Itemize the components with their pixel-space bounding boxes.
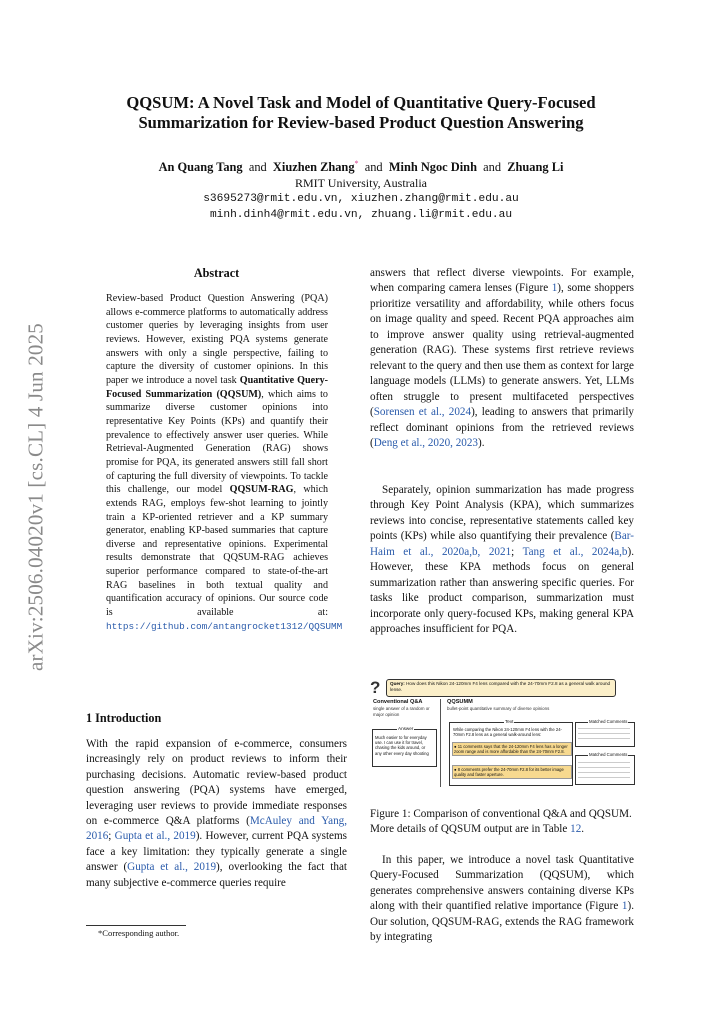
author-3: Minh Ngoc Dinh xyxy=(388,160,477,175)
citation-link[interactable]: Gupta et al., 2019 xyxy=(127,861,217,874)
emails-line-2: minh.dinh4@rmit.edu.vn, zhuang.li@rmit.edu.au xyxy=(209,209,513,222)
conventional-qa-subtitle: single answer of a random or major opinion xyxy=(373,706,430,717)
matched-comments-box-2 xyxy=(575,752,635,785)
footnote: *Corresponding author. xyxy=(98,928,180,938)
author-names: An Quang Tang and Xiuzhen Zhang* and Minh Ngoc Dinh and Zhuang Li xyxy=(158,159,564,175)
intro-heading: 1 Introduction xyxy=(86,711,162,725)
title-line-1: QQSUM: A Novel Task and Model of Quantitative Query-Focused xyxy=(126,93,596,112)
qqsum-text-box xyxy=(449,719,573,786)
comment-line xyxy=(578,767,630,768)
figure-query-box: Query: How does this Nikon 24-120mm F4 lens compared with the 24-70mm F2.8 as a general walk around lense. xyxy=(386,679,616,697)
text-intro: While comparing the Nikon 24-120mm F4 lens with the 24-70mm F2.8 lens as a general walk-around lens: xyxy=(453,727,562,738)
matched-comments-box-1 xyxy=(575,719,635,747)
answer-text: Much easier to for everyday use. I can use it for travel, chasing the kids around, or any other every day shooting xyxy=(375,735,429,756)
paragraph: In this paper, we introduce a novel task Quantitative Query-Focused Summarization (QQSUM), which generates comprehensive answers containing diverse KPs along with their quantified relative importance (Figure 1). Our solution, QQSUM-RAG, extends the RAG framework by integrating xyxy=(370,854,634,944)
author-block xyxy=(86,156,636,223)
comment-line xyxy=(578,738,630,739)
author-4: Zhuang Li xyxy=(507,160,564,175)
author-2: Xiuzhen Zhang xyxy=(272,160,355,175)
answer-box xyxy=(372,726,437,767)
citation-link[interactable]: McAuley and Yang, 2016 xyxy=(86,815,347,843)
answer-label: Answer xyxy=(398,726,414,731)
comment-line xyxy=(578,777,630,778)
title-line-2: Summarization for Review-based Product Question Answering xyxy=(138,113,584,132)
figure-caption: Figure 1: Comparison of conventional Q&A and QQSUM. More details of QQSUM output are in Table 12. xyxy=(370,808,632,836)
footnote-rule xyxy=(86,925,186,926)
comment-line xyxy=(578,733,630,734)
author-1: An Quang Tang xyxy=(158,160,243,175)
citation-link[interactable]: Gupta et al., 2019 xyxy=(114,830,196,843)
affiliation: RMIT University, Australia xyxy=(295,176,427,191)
abstract-heading: Abstract xyxy=(193,266,240,280)
figure-ref-link[interactable]: 1 xyxy=(621,900,628,913)
question-icon: ? xyxy=(370,678,381,697)
intro-body: With the rapid expansion of e-commerce, consumers increasingly rely on product reviews to inform their purchasing decisions. Automatic review-based product question answering (PQA) systems have emerged, leveraging user reviews to provide immediate responses on e-commerce Q&A platforms (McAuley and Yang, 2016; Gupta et al., 2019). However, current PQA systems face a key limitation: they typically generate a single answer (Gupta et al., 2019), overlooking the fact that many subjective e-commerce queries require xyxy=(86,738,348,889)
qqsum-subtitle: bullet-point quantitative summary of diverse opinions xyxy=(447,706,550,711)
matched-comments-label: Matched Comments xyxy=(589,752,628,757)
qqsum-title: QQSUMM xyxy=(447,699,473,705)
corresponding-star[interactable]: * xyxy=(354,159,359,168)
source-code-link[interactable]: https://github.com/antangrocket1312/QQSUMM xyxy=(106,620,343,632)
key-point-2: ● 8 comments prefer the 24-70mm F2.8 for its better image quality and faster aperture. xyxy=(452,765,572,779)
paragraph: answers that reflect diverse viewpoints. For example, when comparing camera lenses (Figure 1), some shoppers prioritize versatility and affordability, while others focus on image quality and speed. Recent PQA approaches aim to improve answer quality using retrieval-augmented generation (RAG). These systems first retrieve reviews relevant to the query and then use them as context for large language models (LLMs) to generate answers. Yet, LLMs often struggle to present multifaceted perspectives (Sorensen et al., 2024), leading to answers that primarily reflect dominant opinions from the retrieved reviews (Deng et al., 2020, 2023). xyxy=(370,267,634,449)
citation-link[interactable]: Tang et al., 2024a,b xyxy=(522,545,628,558)
arxiv-stamp: arXiv:2506.04020v1 [cs.CL] 4 Jun 2025 xyxy=(23,322,48,672)
conventional-qa-title: Conventional Q&A xyxy=(373,699,423,705)
citation-link[interactable]: Sorensen et al., 2024 xyxy=(373,406,472,419)
comment-line xyxy=(578,772,630,773)
comment-line xyxy=(578,762,630,763)
citation-link[interactable]: Deng et al., 2020, 2023 xyxy=(373,436,478,449)
matched-comments-label: Matched Comments xyxy=(589,719,628,724)
citation-link[interactable]: Bar-Haim et al., 2020a,b, 2021 xyxy=(370,530,634,558)
emails-line-1: s3695273@rmit.edu.vn, xiuzhen.zhang@rmit.edu.au xyxy=(203,193,519,206)
figure-1 xyxy=(370,677,635,789)
comment-line xyxy=(578,728,630,729)
paper-title xyxy=(86,93,636,133)
text-label: Text xyxy=(505,719,514,724)
table-ref-link[interactable]: 12 xyxy=(570,823,582,836)
figure-ref-link[interactable]: 1 xyxy=(551,282,558,295)
paragraph: Separately, opinion summarization has made progress through Key Point Analysis (KPA), which summarizes reviews into concise, representative statements called key points (KPs) while also quantifying their prevalence (Bar-Haim et al., 2020a,b, 2021; Tang et al., 2024a,b). However, these KPA methods focus on general summarization rather than answering specific queries. For tasks like product comparison, summarization must incorporate only query-focused KPs, making general KPA approaches insufficient for PQA. xyxy=(370,484,634,636)
figure-divider xyxy=(440,699,441,787)
key-point-1: ● 11 comments says that the 24-120mm F4 lens has a longer zoom range and is more affordable than the 24-70mm F2.8. xyxy=(452,742,572,756)
abstract-body: Review-based Product Question Answering (PQA) allows e-commerce platforms to automatically address customer queries by leveraging insights from user reviews. However, existing PQA systems generate answers with only a single perspective, failing to capture the diversity of customer opinions. In this paper we introduce a novel task Quantitative Query-Focused Summarization (QQSUM), which aims to summarize diverse customer opinions into representative Key Points (KPs) and quantify their prevalence to effectively answer user queries. While Retrieval-Augmented Generation (RAG) shows promise for PQA, its generated answers still fall short of capturing the full diversity of viewpoints. To tackle this challenge, our model QQSUM-RAG, which extends RAG, employs few-shot learning to jointly train a KP-oriented retriever and a KP summary generator, enabling KP-based summaries that capture diverse and representative opinions. Experimental results demonstrate that QQSUM-RAG achieves superior performance compared to state-of-the-art RAG baselines in both textual quality and quantification accuracy of opinions. Our source code is available at: https://github.com/antangrocket1312/QQSUMM xyxy=(106,293,343,632)
